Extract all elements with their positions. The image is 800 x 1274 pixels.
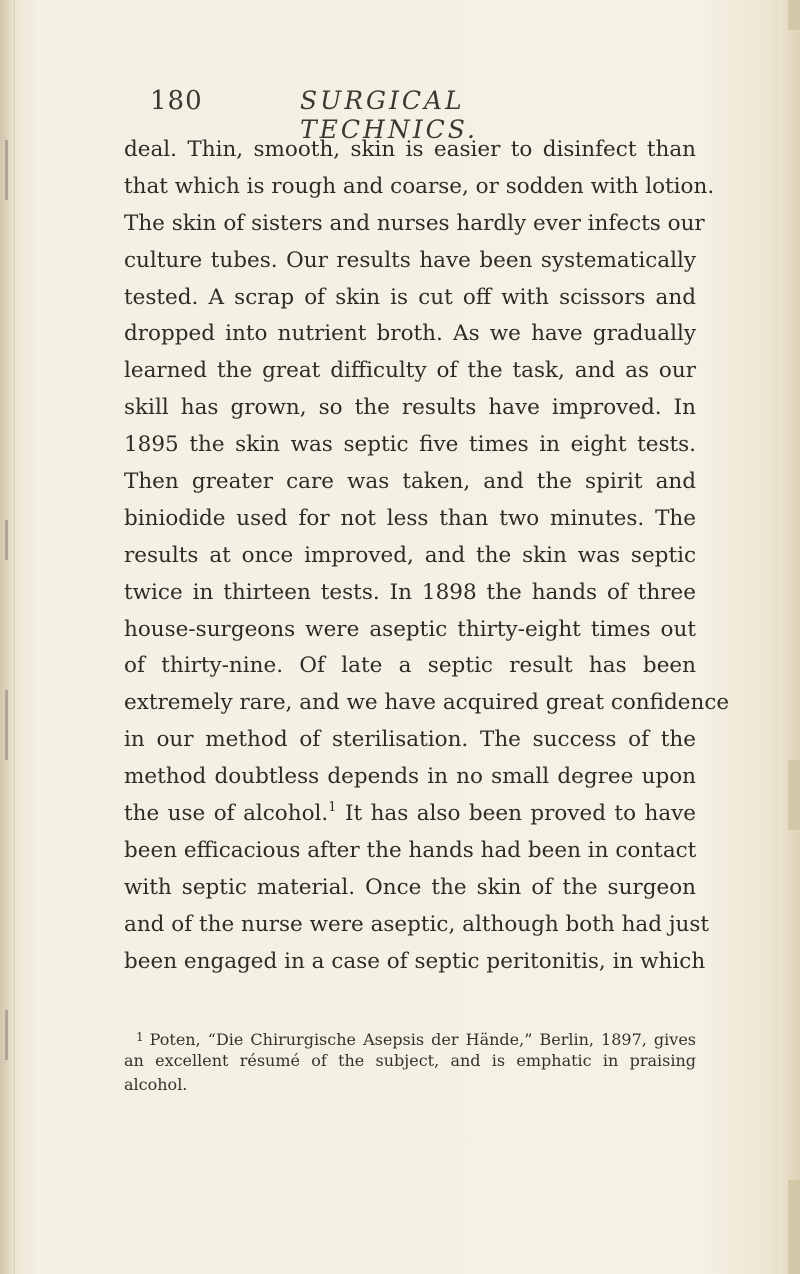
text-segment: the use of alcohol.: [124, 801, 329, 827]
footnote-marker: 1: [136, 1030, 144, 1044]
running-head: [150, 86, 650, 144]
text-line: with septic material. Once the skin of the surgeon: [124, 874, 696, 900]
text-line: Then greater care was taken, and the spirit and: [124, 469, 696, 495]
page-binding-edge: [0, 0, 15, 1274]
text-segment: It has also been proved to have: [336, 801, 697, 827]
text-line: been engaged in a case of septic peritonitis, in which: [124, 948, 706, 974]
text-line: in our method of sterilisation. The success of the: [124, 727, 696, 753]
text-line: biniodide used for not less than two minutes. The: [124, 505, 696, 531]
text-line: been efficacious after the hands had been in contact: [124, 837, 697, 863]
text-line: tested. A scrap of skin is cut off with scissors and: [124, 284, 696, 310]
text-line: The skin of sisters and nurses hardly ever infects our: [124, 210, 705, 236]
text-line: twice in thirteen tests. In 1898 the hands of three: [124, 579, 696, 605]
text-line: that which is rough and coarse, or sodden with lotion.: [124, 173, 715, 199]
footnote-line: [124, 1025, 696, 1049]
text-line: learned the great difficulty of the task, and as our: [124, 358, 696, 384]
text-line: house-surgeons were aseptic thirty-eight times out: [124, 616, 696, 642]
text-line: results at once improved, and the skin was septic: [124, 542, 696, 568]
text-line: of thirty-nine. Of late a septic result has been: [124, 653, 696, 679]
footnote-line: an excellent résumé of the subject, and is emphatic in praising: [124, 1051, 696, 1070]
text-line: 1895 the skin was septic five times in eight tests.: [124, 432, 696, 458]
text-line: dropped into nutrient broth. As we have gradually: [124, 321, 696, 347]
text-line: and of the nurse were aseptic, although both had just: [124, 911, 710, 937]
page-number: 180: [150, 86, 203, 116]
page-outer-edge: [778, 0, 800, 1274]
body-text: [124, 132, 730, 980]
text-line: culture tubes. Our results have been systematically: [124, 247, 696, 273]
footnote-reference[interactable]: 1: [328, 800, 337, 816]
running-title: SURGICAL TECHNICS.: [300, 86, 478, 144]
footnote-text: Poten, “Die Chirurgische Asepsis der Hände,” Berlin, 1897, gives: [149, 1030, 696, 1049]
text-line: extremely rare, and we have acquired great confidence: [124, 690, 730, 716]
footnote-line: alcohol.: [124, 1075, 188, 1094]
text-line: skill has grown, so the results have improved. In: [124, 395, 696, 421]
text-line: method doubtless depends in no small degree upon: [124, 764, 696, 790]
text-line-with-footnote-ref: [124, 796, 696, 833]
text-line: deal. Thin, smooth, skin is easier to disinfect than: [124, 137, 696, 162]
footnote: [124, 1025, 696, 1097]
